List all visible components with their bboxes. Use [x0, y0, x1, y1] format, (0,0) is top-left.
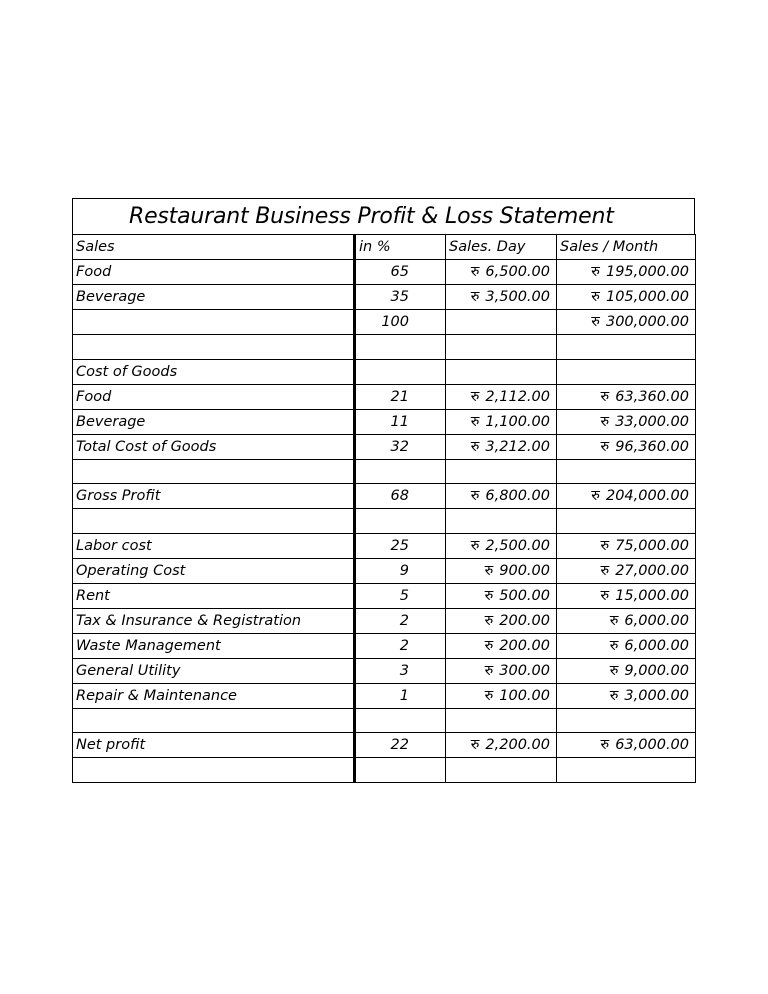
currency-symbol: रु: [609, 687, 619, 704]
row-percent: 2: [355, 608, 446, 633]
row-sales-month: [557, 758, 696, 783]
currency-symbol: रु: [484, 637, 494, 654]
header-pct: in %: [355, 235, 446, 260]
currency-symbol: रु: [600, 413, 610, 430]
amount-value: 105,000.00: [605, 289, 689, 305]
row-sales-day: [446, 533, 557, 558]
currency-symbol: रु: [600, 587, 610, 604]
row-label: General Utility: [73, 658, 355, 683]
amount-value: 6,500.00: [485, 264, 550, 280]
row-sales-month: [557, 608, 696, 633]
table-row: [73, 484, 696, 509]
amount-value: 2,112.00: [485, 388, 550, 405]
row-percent: 68: [355, 484, 446, 509]
row-label: Operating Cost: [73, 558, 355, 583]
row-label: [73, 708, 355, 733]
currency-symbol: रु: [470, 289, 480, 305]
row-label: Tax & Insurance & Registration: [73, 608, 355, 633]
amount-value: 6,000.00: [624, 612, 689, 629]
row-sales-month: [557, 484, 696, 509]
table-row: [73, 758, 696, 783]
amount-value: 75,000.00: [615, 537, 689, 554]
currency-symbol: रु: [484, 562, 494, 579]
amount-value: 6,000.00: [624, 637, 689, 654]
amount-value: 200.00: [499, 637, 550, 654]
row-sales-month: [557, 583, 696, 608]
row-sales-day: [446, 359, 557, 384]
row-sales-day: [446, 558, 557, 583]
statement-table: [72, 234, 696, 783]
row-sales-month: [557, 633, 696, 658]
amount-value: 900.00: [499, 562, 550, 579]
row-percent: [355, 335, 446, 360]
header-day: Sales. Day: [446, 235, 557, 260]
row-sales-month: [557, 733, 696, 758]
row-sales-month: [557, 658, 696, 683]
row-sales-day: [446, 459, 557, 484]
row-label: Cost of Goods: [73, 359, 355, 384]
currency-symbol: रु: [470, 264, 480, 280]
currency-symbol: रु: [470, 438, 480, 455]
row-sales-day: [446, 409, 557, 434]
currency-symbol: रु: [600, 562, 610, 579]
currency-symbol: रु: [470, 737, 480, 753]
currency-symbol: रु: [470, 537, 480, 554]
row-label: [73, 509, 355, 534]
row-label: Waste Management: [73, 633, 355, 658]
currency-symbol: रु: [600, 737, 610, 753]
row-label: [73, 758, 355, 783]
table-row: [73, 359, 696, 384]
amount-value: 2,200.00: [485, 737, 550, 753]
amount-value: 96,360.00: [615, 438, 689, 455]
row-sales-month: [557, 359, 696, 384]
row-sales-day: [446, 384, 557, 409]
amount-value: 300.00: [499, 662, 550, 679]
table-row: [73, 683, 696, 708]
currency-symbol: रु: [609, 612, 619, 629]
currency-symbol: रु: [470, 388, 480, 405]
header-row: [73, 235, 696, 260]
table-row: [73, 509, 696, 534]
row-sales-month: [557, 683, 696, 708]
amount-value: 2,500.00: [485, 537, 550, 554]
row-sales-day: [446, 335, 557, 360]
row-label: Repair & Maintenance: [73, 683, 355, 708]
currency-symbol: रु: [609, 662, 619, 679]
table-row: [73, 633, 696, 658]
table-row: [73, 733, 696, 758]
amount-value: 3,212.00: [485, 438, 550, 455]
amount-value: 15,000.00: [615, 587, 689, 604]
row-percent: 35: [355, 285, 446, 310]
row-sales-month: [557, 459, 696, 484]
row-sales-month: [557, 310, 696, 335]
amount-value: 500.00: [499, 587, 550, 604]
currency-symbol: रु: [591, 289, 600, 305]
header-label: Sales: [73, 235, 355, 260]
row-label: Rent: [73, 583, 355, 608]
amount-value: 3,500.00: [485, 289, 550, 305]
row-sales-day: [446, 509, 557, 534]
currency-symbol: रु: [600, 537, 610, 554]
amount-value: 33,000.00: [615, 413, 689, 430]
row-sales-day: [446, 434, 557, 459]
row-percent: [355, 758, 446, 783]
row-percent: 1: [355, 683, 446, 708]
table-row: [73, 409, 696, 434]
currency-symbol: रु: [484, 612, 494, 629]
row-percent: 65: [355, 260, 446, 285]
row-sales-month: [557, 533, 696, 558]
row-percent: 9: [355, 558, 446, 583]
row-label: Beverage: [73, 409, 355, 434]
row-sales-day: [446, 260, 557, 285]
row-sales-day: [446, 683, 557, 708]
row-sales-day: [446, 658, 557, 683]
row-percent: 2: [355, 633, 446, 658]
currency-symbol: रु: [484, 587, 494, 604]
row-label: Food: [73, 260, 355, 285]
table-row: [73, 285, 696, 310]
row-sales-day: [446, 484, 557, 509]
profit-loss-sheet: [72, 198, 695, 783]
table-row: [73, 708, 696, 733]
currency-symbol: रु: [484, 662, 494, 679]
currency-symbol: रु: [470, 488, 480, 504]
row-sales-day: [446, 758, 557, 783]
row-sales-month: [557, 285, 696, 310]
amount-value: 1,100.00: [485, 413, 550, 430]
amount-value: 9,000.00: [624, 662, 689, 679]
table-row: [73, 608, 696, 633]
amount-value: 3,000.00: [624, 687, 689, 704]
table-row: [73, 310, 696, 335]
amount-value: 300,000.00: [605, 314, 689, 330]
row-sales-day: [446, 733, 557, 758]
header-month: Sales / Month: [557, 235, 696, 260]
table-row: [73, 459, 696, 484]
table-row: [73, 533, 696, 558]
currency-symbol: रु: [591, 314, 600, 330]
row-sales-day: [446, 583, 557, 608]
amount-value: 204,000.00: [605, 488, 689, 504]
row-percent: 25: [355, 533, 446, 558]
title-row: [72, 198, 695, 234]
row-label: Net profit: [73, 733, 355, 758]
amount-value: 6,800.00: [485, 488, 550, 504]
currency-symbol: रु: [591, 488, 600, 504]
amount-value: 200.00: [499, 612, 550, 629]
row-percent: 21: [355, 384, 446, 409]
row-percent: [355, 509, 446, 534]
row-percent: 5: [355, 583, 446, 608]
row-label: [73, 310, 355, 335]
currency-symbol: रु: [609, 637, 619, 654]
row-sales-day: [446, 608, 557, 633]
row-sales-month: [557, 708, 696, 733]
amount-value: 100.00: [499, 687, 550, 704]
row-percent: 32: [355, 434, 446, 459]
amount-value: 27,000.00: [615, 562, 689, 579]
row-sales-month: [557, 384, 696, 409]
row-label: Gross Profit: [73, 484, 355, 509]
row-label: [73, 459, 355, 484]
currency-symbol: रु: [591, 264, 600, 280]
row-label: Food: [73, 384, 355, 409]
row-percent: 3: [355, 658, 446, 683]
table-row: [73, 558, 696, 583]
table-row: [73, 384, 696, 409]
row-sales-day: [446, 708, 557, 733]
row-sales-month: [557, 558, 696, 583]
currency-symbol: रु: [600, 438, 610, 455]
row-percent: [355, 359, 446, 384]
row-percent: 100: [355, 310, 446, 335]
amount-value: 63,000.00: [615, 737, 689, 753]
row-label: Beverage: [73, 285, 355, 310]
row-percent: 11: [355, 409, 446, 434]
row-sales-month: [557, 434, 696, 459]
row-percent: 22: [355, 733, 446, 758]
row-sales-day: [446, 285, 557, 310]
row-percent: [355, 708, 446, 733]
table-row: [73, 658, 696, 683]
statement-title: Restaurant Business Profit & Loss Statement: [129, 204, 614, 229]
row-label: Labor cost: [73, 533, 355, 558]
row-sales-day: [446, 633, 557, 658]
row-label: [73, 335, 355, 360]
table-row: [73, 583, 696, 608]
table-row: [73, 434, 696, 459]
row-percent: [355, 459, 446, 484]
row-label: Total Cost of Goods: [73, 434, 355, 459]
table-row: [73, 335, 696, 360]
table-row: [73, 260, 696, 285]
currency-symbol: रु: [470, 413, 480, 430]
currency-symbol: रु: [484, 687, 494, 704]
row-sales-day: [446, 310, 557, 335]
amount-value: 195,000.00: [605, 264, 689, 280]
row-sales-month: [557, 509, 696, 534]
amount-value: 63,360.00: [615, 388, 689, 405]
row-sales-month: [557, 260, 696, 285]
row-sales-month: [557, 335, 696, 360]
currency-symbol: रु: [600, 388, 610, 405]
row-sales-month: [557, 409, 696, 434]
